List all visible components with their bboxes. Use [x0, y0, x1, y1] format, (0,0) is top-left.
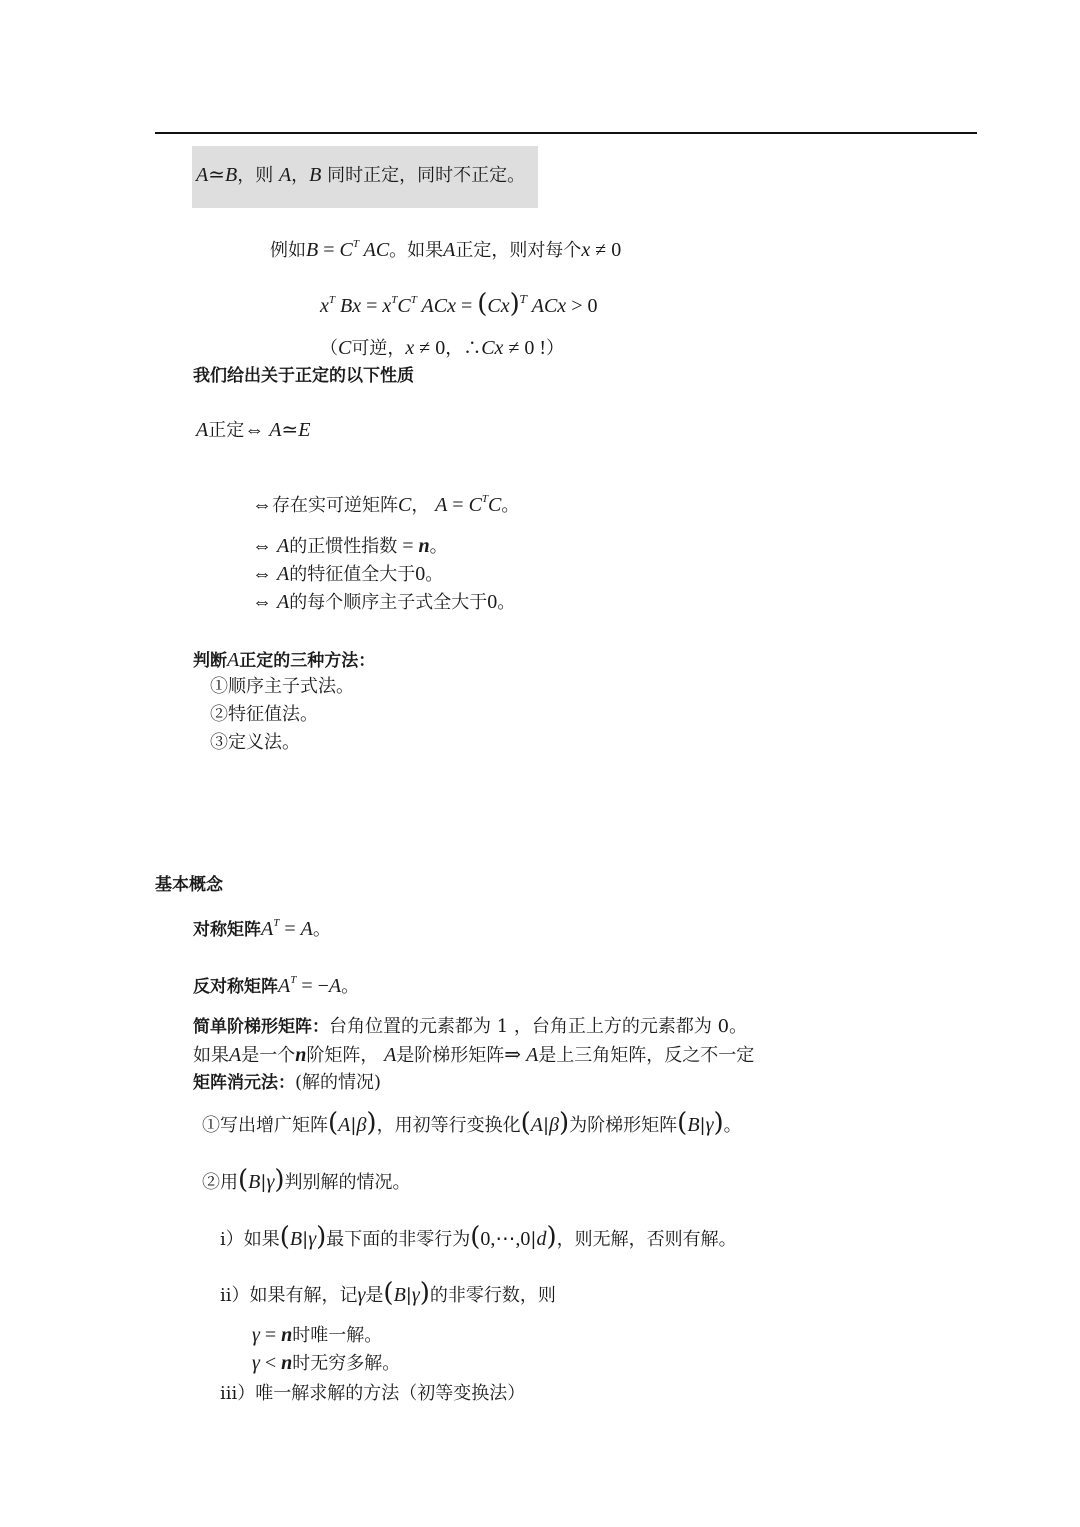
header-rule	[155, 132, 977, 134]
method-item: ①顺序主子式法。	[210, 676, 354, 697]
property-eigen: ⇔ A的特征值全大于0。	[252, 563, 444, 585]
property-congruent: ⇔存在实可逆矩阵C， $A = C^TC$。	[252, 493, 520, 516]
antisymmetric-def: 反对称矩阵$A^T = -A$。	[193, 974, 360, 997]
quadratic-form-equation: $x^T$ $Bx = x^TC^T$ ACx = $(Cx)^T$ ACx > 0	[320, 289, 598, 319]
invertible-note: （C可逆，x ≠ 0，∴Cx ≠ 0 !）	[320, 337, 565, 359]
property-minors: ⇔ A的每个顺序主子式全大于0。	[252, 591, 516, 613]
case-i: i）如果(B|γ)最下面的非零行为(0,⋯,0|d)，则无解，否则有解。	[220, 1222, 737, 1252]
upper-triangular-note: 如果A是一个n阶矩阵， A是阶梯形矩阵⇒ A是上三角矩阵，反之不一定	[193, 1044, 755, 1066]
echelon-def: 简单阶梯形矩阵：台角位置的元素都为 1 ，台角正上方的元素都为 0。	[193, 1016, 748, 1037]
elimination-step-1: ①写出增广矩阵(A|β)，用初等行变换化(A|β)为阶梯形矩阵(B|γ)。	[202, 1108, 742, 1138]
symmetric-def: 对称矩阵$A^T = A$。	[193, 917, 331, 940]
basic-concepts-heading: 基本概念	[155, 875, 223, 895]
properties-heading: 我们给出关于正定的以下性质	[193, 366, 414, 386]
elimination-step-2: ②用(B|γ)判别解的情况。	[202, 1165, 411, 1195]
property-inertia: ⇔ A的正惯性指数 = n。	[252, 535, 448, 557]
property-identity: A正定⇔ A≃E	[196, 419, 311, 441]
equivalence-statement: A≃B，则 A，B 同时正定，同时不正定。	[196, 164, 526, 186]
highlight-text: 同时正定，同时不正定。	[327, 165, 526, 186]
case-ii: ii）如果有解，记γ是(B|γ)的非零行数，则	[220, 1278, 556, 1308]
elimination-heading: 矩阵消元法：(解的情况)	[193, 1072, 382, 1093]
infinite-solutions: γ < n时无穷多解。	[252, 1352, 401, 1374]
example-line: 例如$B = C^T$ AC。如果A正定，则对每个x ≠ 0	[270, 238, 622, 261]
case-iii: iii）唯一解求解的方法（初等变换法）	[220, 1383, 526, 1404]
methods-heading: 判断A正定的三种方法：	[193, 649, 376, 671]
method-item: ②特征值法。	[210, 704, 318, 725]
method-item: ③定义法。	[210, 732, 300, 753]
unique-solution: γ = n时唯一解。	[252, 1324, 383, 1346]
